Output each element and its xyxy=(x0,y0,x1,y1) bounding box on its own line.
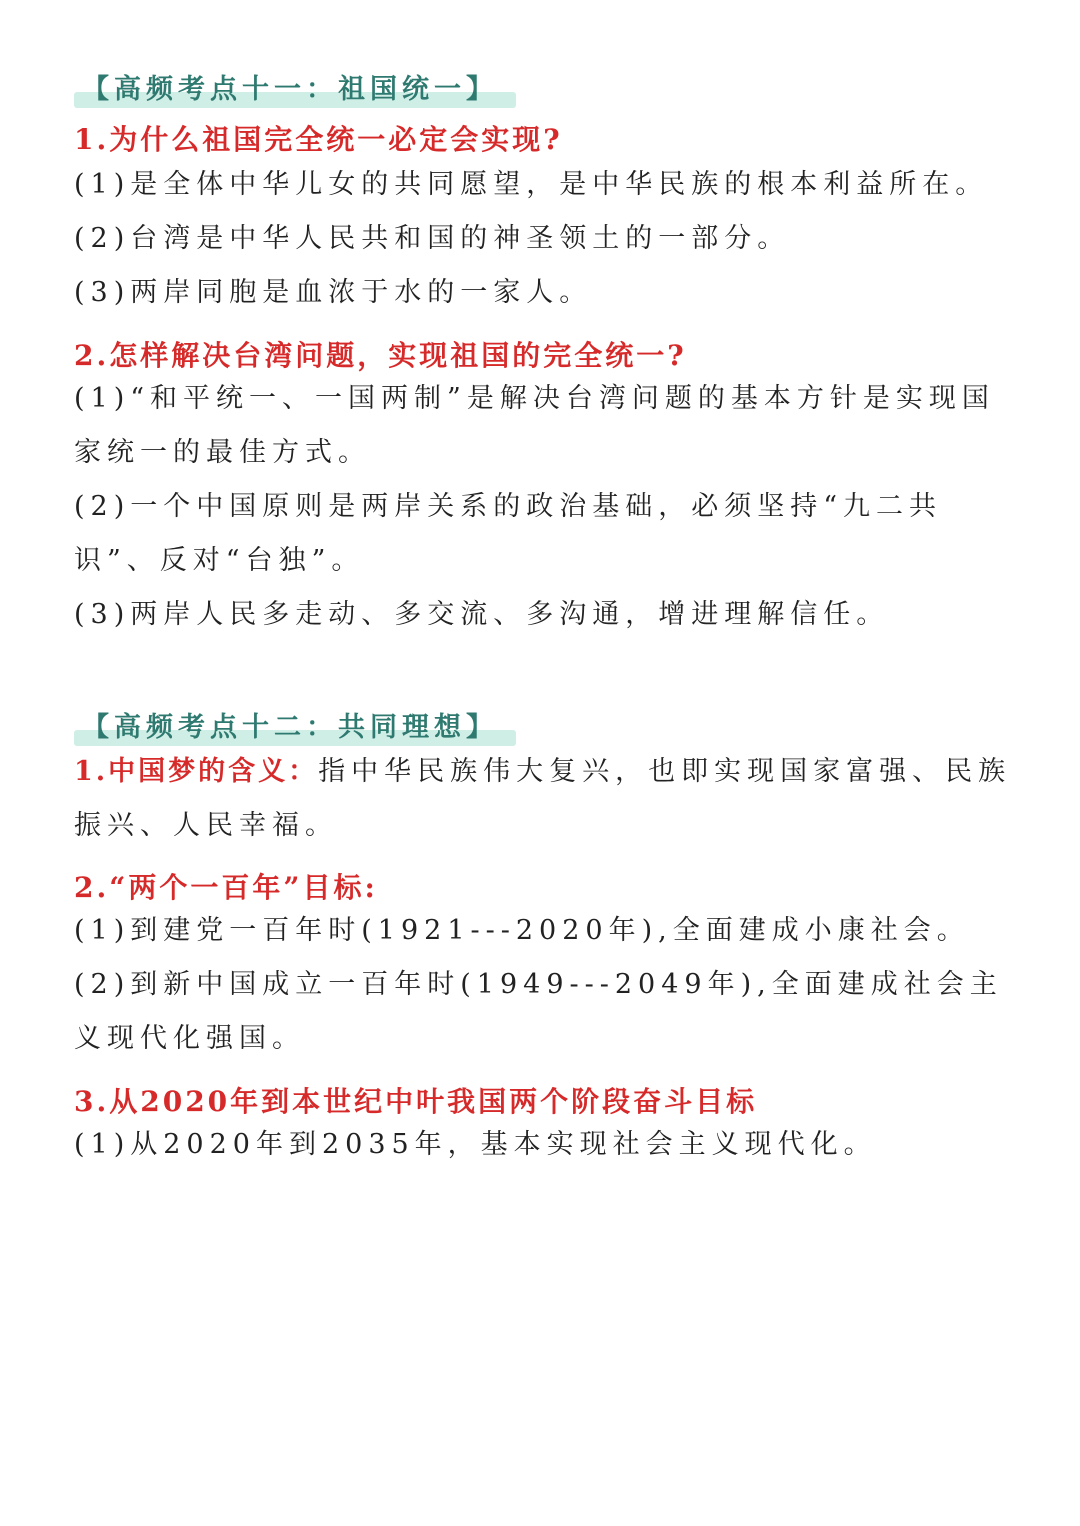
intro-paragraph xyxy=(74,745,1014,853)
question-title: 2.怎样解决台湾问题，实现祖国的完全统一? xyxy=(74,339,687,372)
answer-item: (2)到新中国成立一百年时(1949---2049年),全面建成社会主义现代化强国。 xyxy=(74,969,1003,1054)
intro-label: 1.中国梦的含义： xyxy=(74,756,319,787)
question-title: 1.为什么祖国完全统一必定会实现? xyxy=(74,123,563,156)
question-title: 2.“两个一百年”目标: xyxy=(74,871,378,904)
question-title: 3.从2020年到本世纪中叶我国两个阶段奋斗目标 xyxy=(74,1085,758,1118)
answer-item: (1)从2020年到2035年，基本实现社会主义现代化。 xyxy=(74,1129,877,1160)
answer-item: (3)两岸同胞是血浓于水的一家人。 xyxy=(74,277,593,308)
answer-item: (1)到建党一百年时(1921---2020年),全面建成小康社会。 xyxy=(74,915,970,946)
answer-item: (1)“和平统一、一国两制”是解决台湾问题的基本方针是实现国家统一的最佳方式。 xyxy=(74,383,995,468)
answer-item: (1)是全体中华儿女的共同愿望，是中华民族的根本利益所在。 xyxy=(74,169,989,200)
answer-item: (3)两岸人民多走动、多交流、多沟通，增进理解信任。 xyxy=(74,599,890,630)
intro-text: 指中华民族伟大复兴，也即实现国家富强、民族振兴、人民幸福。 xyxy=(74,756,1012,841)
section-tag-unification: 【高频考点十一：祖国统一】 xyxy=(74,70,516,110)
answer-item: (2)台湾是中华人民共和国的神圣领土的一部分。 xyxy=(74,223,791,254)
answer-item: (2)一个中国原则是两岸关系的政治基础，必须坚持“九二共识”、反对“台独”。 xyxy=(74,491,943,576)
section-tag-common-ideal: 【高频考点十二：共同理想】 xyxy=(74,708,516,748)
